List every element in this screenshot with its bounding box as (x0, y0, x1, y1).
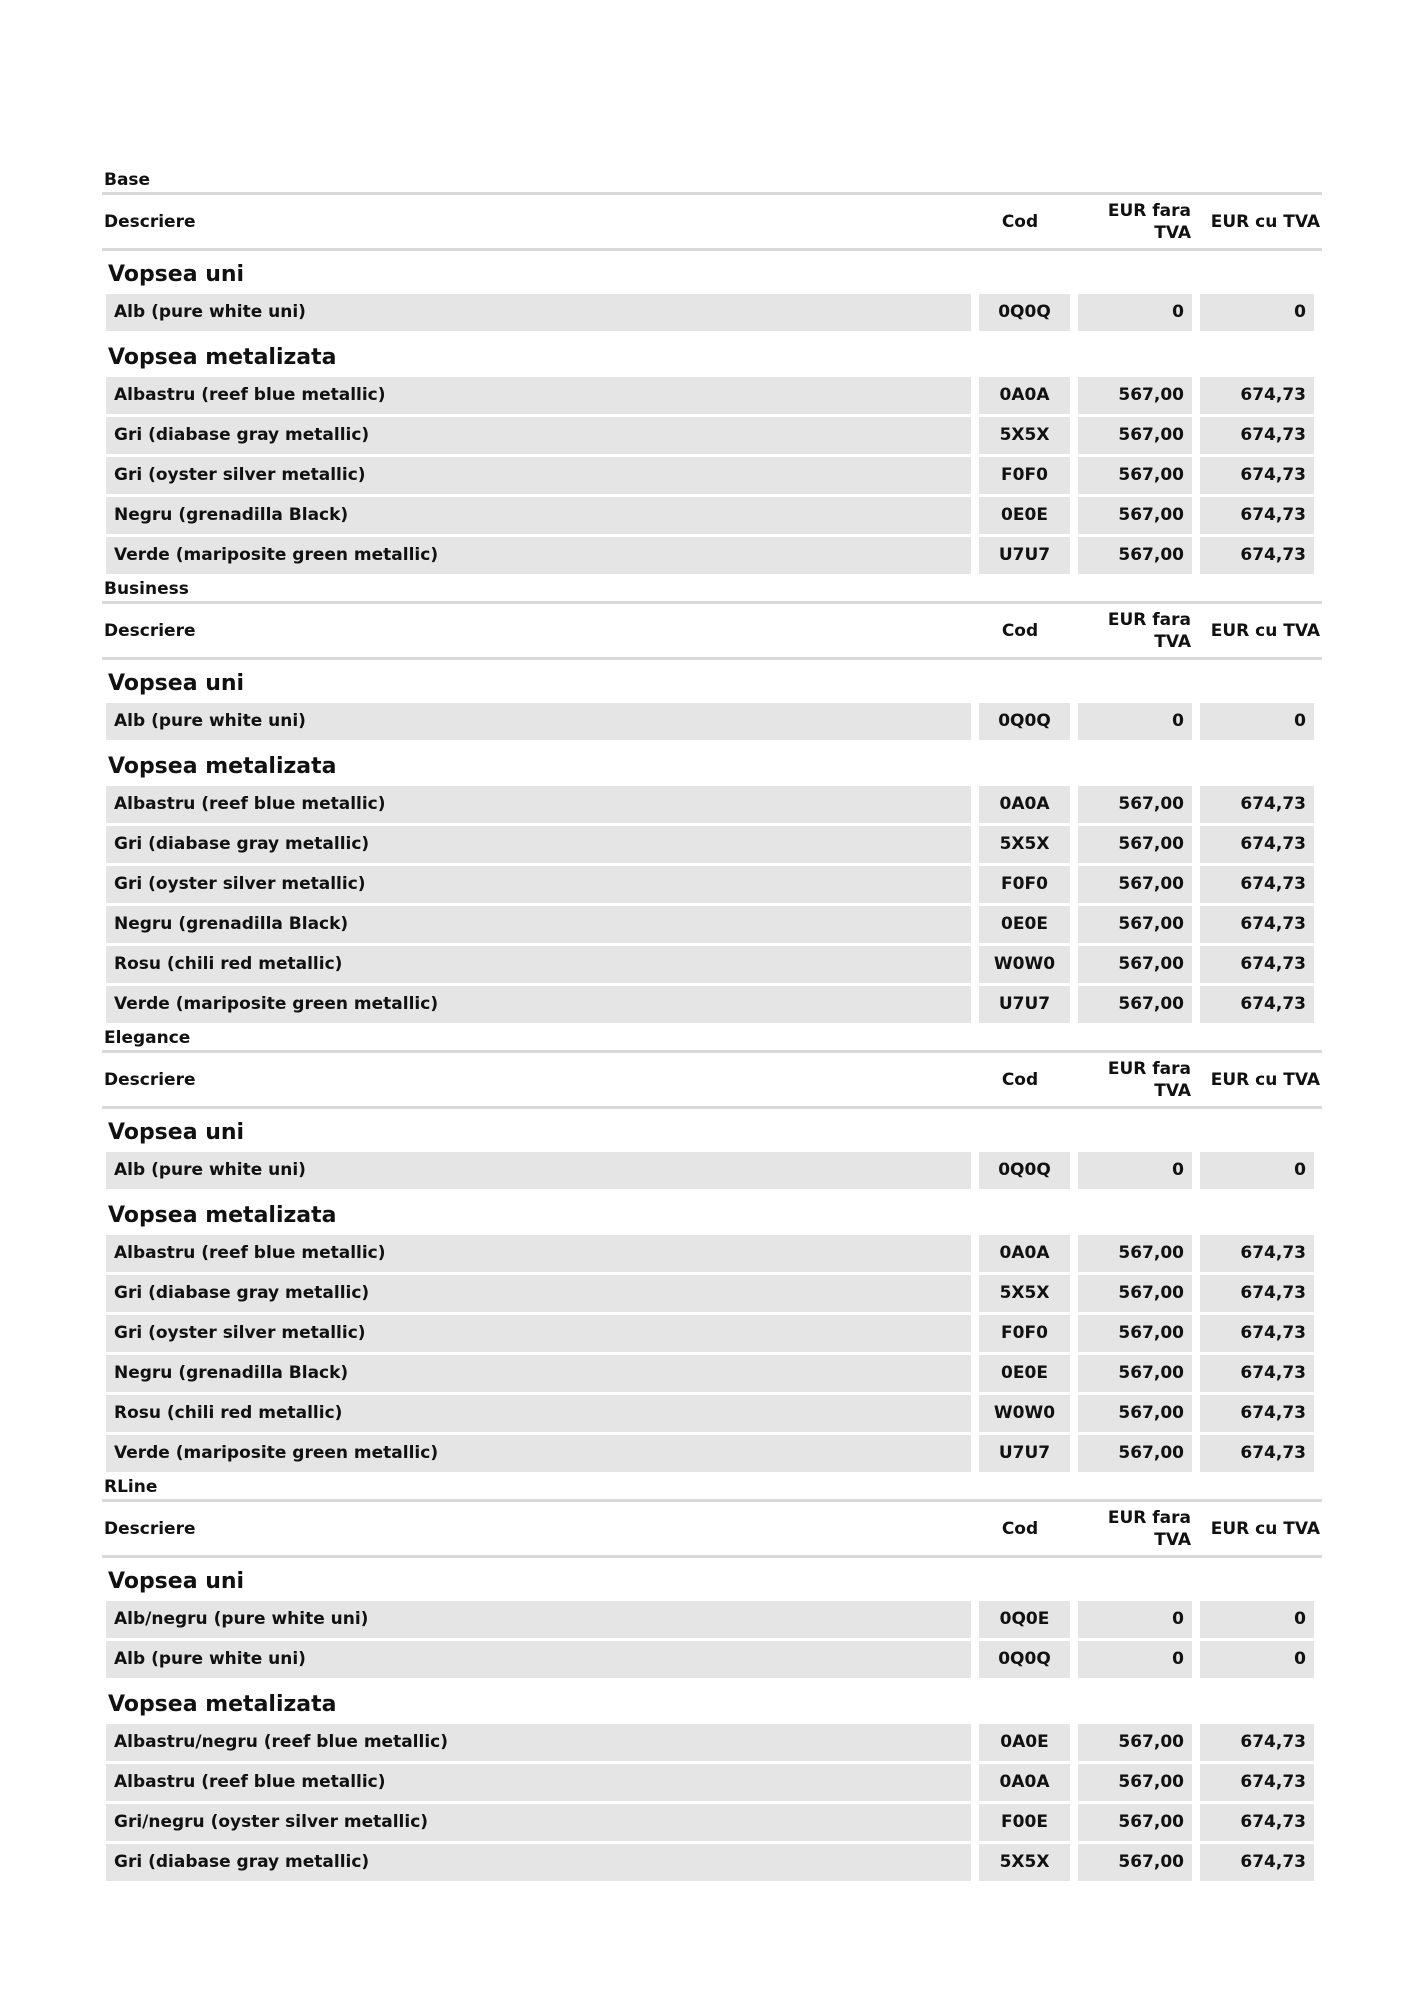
cell-eur-cu-tva: 674,73 (1200, 417, 1314, 454)
paint-category (102, 1681, 1322, 1884)
cell-cod: 0A0E (979, 1724, 1070, 1761)
table-row (102, 703, 1322, 743)
cell-eur-cu-tva: 674,73 (1200, 537, 1314, 574)
category-list (102, 251, 1322, 577)
trim-section (102, 1475, 1322, 1884)
header-descriere: Descriere (104, 1518, 196, 1539)
trim-title: Business (104, 579, 189, 599)
cell-eur-fara-tva: 567,00 (1078, 1235, 1192, 1272)
row-list (102, 1724, 1322, 1884)
cell-cod: U7U7 (979, 986, 1070, 1023)
cell-cod: 0E0E (979, 1355, 1070, 1392)
table-row (102, 986, 1322, 1026)
cell-cod: 5X5X (979, 826, 1070, 863)
cell-eur-fara-tva: 567,00 (1078, 786, 1192, 823)
cell-cod: 0Q0E (979, 1601, 1070, 1638)
cell-cod: 0Q0Q (979, 1152, 1070, 1189)
cell-descriere: Negru (grenadilla Black) (106, 497, 971, 534)
header-eur-cu-tva: EUR cu TVA (1210, 211, 1320, 232)
cell-eur-cu-tva: 0 (1200, 294, 1314, 331)
trim-title: RLine (104, 1477, 158, 1497)
cell-eur-fara-tva: 0 (1078, 1641, 1192, 1678)
cell-eur-fara-tva: 567,00 (1078, 377, 1192, 414)
cell-eur-fara-tva: 567,00 (1078, 1724, 1192, 1761)
table-row (102, 377, 1322, 417)
row-list (102, 1152, 1322, 1192)
cell-eur-cu-tva: 674,73 (1200, 1844, 1314, 1881)
table-row (102, 1275, 1322, 1315)
cell-eur-cu-tva: 674,73 (1200, 1275, 1314, 1312)
paint-category (102, 1558, 1322, 1681)
cell-eur-cu-tva: 674,73 (1200, 866, 1314, 903)
header-eur-fara-tva (1073, 1058, 1201, 1102)
cell-eur-fara-tva: 567,00 (1078, 1804, 1192, 1841)
table-row (102, 786, 1322, 826)
cell-cod: 0Q0Q (979, 703, 1070, 740)
table-header (102, 192, 1322, 251)
cell-cod: U7U7 (979, 537, 1070, 574)
category-title: Vopsea metalizata (108, 754, 337, 779)
table-row (102, 537, 1322, 577)
cell-descriere: Verde (mariposite green metallic) (106, 1435, 971, 1472)
row-list (102, 1235, 1322, 1475)
cell-cod: F00E (979, 1804, 1070, 1841)
cell-eur-fara-tva: 567,00 (1078, 946, 1192, 983)
trim-title: Base (104, 170, 151, 190)
header-eur-fara-tva (1073, 1507, 1201, 1551)
cell-eur-fara-tva: 567,00 (1078, 826, 1192, 863)
cell-cod: 0E0E (979, 906, 1070, 943)
cell-eur-fara-tva: 567,00 (1078, 417, 1192, 454)
category-title: Vopsea metalizata (108, 1692, 337, 1717)
header-eur-cu-tva: EUR cu TVA (1210, 1069, 1320, 1090)
category-list (102, 1109, 1322, 1475)
table-row (102, 1804, 1322, 1844)
cell-eur-cu-tva: 674,73 (1200, 1724, 1314, 1761)
cell-eur-fara-tva: 0 (1078, 1601, 1192, 1638)
cell-eur-fara-tva: 0 (1078, 1152, 1192, 1189)
row-list (102, 377, 1322, 577)
category-title: Vopsea metalizata (108, 1203, 337, 1228)
table-row (102, 1395, 1322, 1435)
cell-eur-cu-tva: 674,73 (1200, 1804, 1314, 1841)
paint-category (102, 334, 1322, 577)
cell-descriere: Alb (pure white uni) (106, 703, 971, 740)
cell-cod: 0E0E (979, 497, 1070, 534)
cell-eur-cu-tva: 674,73 (1200, 1235, 1314, 1272)
cell-cod: F0F0 (979, 457, 1070, 494)
cell-descriere: Negru (grenadilla Black) (106, 1355, 971, 1392)
table-header (102, 601, 1322, 660)
cell-eur-fara-tva: 567,00 (1078, 1275, 1192, 1312)
cell-descriere: Albastru (reef blue metallic) (106, 1764, 971, 1801)
cell-descriere: Alb (pure white uni) (106, 1152, 971, 1189)
table-header (102, 1050, 1322, 1109)
cell-eur-cu-tva: 674,73 (1200, 946, 1314, 983)
cell-descriere: Gri (diabase gray metallic) (106, 417, 971, 454)
category-title: Vopsea uni (108, 1569, 245, 1594)
cell-cod: 0Q0Q (979, 1641, 1070, 1678)
cell-cod: 0A0A (979, 377, 1070, 414)
header-cod: Cod (1001, 620, 1039, 641)
header-descriere: Descriere (104, 211, 196, 232)
header-eur-fara-line2: TVA (1154, 222, 1191, 243)
cell-cod: F0F0 (979, 866, 1070, 903)
cell-descriere: Alb (pure white uni) (106, 1641, 971, 1678)
cell-descriere: Rosu (chili red metallic) (106, 1395, 971, 1432)
cell-cod: U7U7 (979, 1435, 1070, 1472)
header-descriere: Descriere (104, 1069, 196, 1090)
cell-descriere: Alb (pure white uni) (106, 294, 971, 331)
paint-category (102, 743, 1322, 1026)
cell-descriere: Rosu (chili red metallic) (106, 946, 971, 983)
table-row (102, 1641, 1322, 1681)
cell-eur-fara-tva: 567,00 (1078, 1355, 1192, 1392)
cell-eur-cu-tva: 0 (1200, 1152, 1314, 1189)
cell-eur-fara-tva: 567,00 (1078, 866, 1192, 903)
table-row (102, 906, 1322, 946)
cell-descriere: Gri (oyster silver metallic) (106, 457, 971, 494)
table-row (102, 1764, 1322, 1804)
paint-category (102, 660, 1322, 743)
cell-descriere: Alb/negru (pure white uni) (106, 1601, 971, 1638)
cell-eur-cu-tva: 674,73 (1200, 1355, 1314, 1392)
row-list (102, 703, 1322, 743)
header-cod: Cod (1001, 1069, 1039, 1090)
paint-category (102, 251, 1322, 334)
table-row (102, 1601, 1322, 1641)
cell-descriere: Verde (mariposite green metallic) (106, 986, 971, 1023)
cell-descriere: Gri (diabase gray metallic) (106, 1844, 971, 1881)
header-eur-fara-line2: TVA (1154, 1529, 1191, 1550)
trim-section (102, 168, 1322, 577)
cell-cod: F0F0 (979, 1315, 1070, 1352)
table-row (102, 457, 1322, 497)
cell-eur-fara-tva: 567,00 (1078, 537, 1192, 574)
cell-cod: W0W0 (979, 1395, 1070, 1432)
header-eur-fara-line2: TVA (1154, 631, 1191, 652)
cell-descriere: Gri (diabase gray metallic) (106, 826, 971, 863)
table-row (102, 1315, 1322, 1355)
header-eur-cu-tva: EUR cu TVA (1210, 1518, 1320, 1539)
category-list (102, 660, 1322, 1026)
category-list (102, 1558, 1322, 1884)
header-eur-fara-tva (1073, 609, 1201, 653)
cell-eur-fara-tva: 0 (1078, 294, 1192, 331)
cell-eur-fara-tva: 567,00 (1078, 497, 1192, 534)
cell-eur-fara-tva: 567,00 (1078, 1844, 1192, 1881)
cell-eur-fara-tva: 567,00 (1078, 1315, 1192, 1352)
cell-eur-fara-tva: 0 (1078, 703, 1192, 740)
cell-eur-cu-tva: 0 (1200, 703, 1314, 740)
header-cod: Cod (1001, 211, 1039, 232)
table-row (102, 1724, 1322, 1764)
cell-eur-cu-tva: 674,73 (1200, 826, 1314, 863)
row-list (102, 294, 1322, 334)
trim-title: Elegance (104, 1028, 191, 1048)
cell-cod: 5X5X (979, 1275, 1070, 1312)
cell-cod: 5X5X (979, 1844, 1070, 1881)
table-row (102, 294, 1322, 334)
category-title: Vopsea uni (108, 1120, 245, 1145)
table-row (102, 1235, 1322, 1275)
table-row (102, 1844, 1322, 1884)
cell-eur-cu-tva: 674,73 (1200, 986, 1314, 1023)
table-row (102, 866, 1322, 906)
category-title: Vopsea uni (108, 262, 245, 287)
cell-eur-fara-tva: 567,00 (1078, 1435, 1192, 1472)
cell-eur-fara-tva: 567,00 (1078, 1395, 1192, 1432)
cell-cod: W0W0 (979, 946, 1070, 983)
cell-descriere: Albastru/negru (reef blue metallic) (106, 1724, 971, 1761)
table-row (102, 946, 1322, 986)
table-row (102, 1355, 1322, 1395)
header-eur-fara-line1: EUR fara (1107, 1058, 1191, 1079)
price-list-page (102, 168, 1322, 1884)
cell-eur-cu-tva: 0 (1200, 1641, 1314, 1678)
cell-descriere: Gri (diabase gray metallic) (106, 1275, 971, 1312)
table-row (102, 417, 1322, 457)
table-row (102, 826, 1322, 866)
header-eur-fara-line2: TVA (1154, 1080, 1191, 1101)
header-eur-cu-tva: EUR cu TVA (1210, 620, 1320, 641)
cell-eur-cu-tva: 674,73 (1200, 786, 1314, 823)
header-eur-fara-tva (1073, 200, 1201, 244)
cell-eur-cu-tva: 674,73 (1200, 1395, 1314, 1432)
cell-eur-cu-tva: 674,73 (1200, 1764, 1314, 1801)
header-descriere: Descriere (104, 620, 196, 641)
cell-descriere: Negru (grenadilla Black) (106, 906, 971, 943)
header-eur-fara-line1: EUR fara (1107, 609, 1191, 630)
header-cod: Cod (1001, 1518, 1039, 1539)
category-title: Vopsea metalizata (108, 345, 337, 370)
table-row (102, 497, 1322, 537)
cell-descriere: Gri/negru (oyster silver metallic) (106, 1804, 971, 1841)
table-header (102, 1499, 1322, 1558)
cell-descriere: Verde (mariposite green metallic) (106, 537, 971, 574)
row-list (102, 1601, 1322, 1681)
cell-descriere: Albastru (reef blue metallic) (106, 1235, 971, 1272)
cell-eur-cu-tva: 674,73 (1200, 497, 1314, 534)
cell-cod: 0A0A (979, 786, 1070, 823)
header-eur-fara-line1: EUR fara (1107, 200, 1191, 221)
cell-eur-fara-tva: 567,00 (1078, 906, 1192, 943)
cell-descriere: Albastru (reef blue metallic) (106, 377, 971, 414)
paint-category (102, 1192, 1322, 1475)
cell-descriere: Albastru (reef blue metallic) (106, 786, 971, 823)
cell-eur-cu-tva: 674,73 (1200, 377, 1314, 414)
cell-eur-fara-tva: 567,00 (1078, 986, 1192, 1023)
cell-eur-fara-tva: 567,00 (1078, 1764, 1192, 1801)
table-row (102, 1152, 1322, 1192)
cell-descriere: Gri (oyster silver metallic) (106, 1315, 971, 1352)
table-row (102, 1435, 1322, 1475)
cell-eur-cu-tva: 674,73 (1200, 906, 1314, 943)
cell-eur-cu-tva: 674,73 (1200, 1315, 1314, 1352)
cell-eur-cu-tva: 674,73 (1200, 1435, 1314, 1472)
cell-eur-cu-tva: 674,73 (1200, 457, 1314, 494)
trim-section (102, 1026, 1322, 1475)
paint-category (102, 1109, 1322, 1192)
cell-cod: 5X5X (979, 417, 1070, 454)
cell-eur-cu-tva: 0 (1200, 1601, 1314, 1638)
cell-descriere: Gri (oyster silver metallic) (106, 866, 971, 903)
header-eur-fara-line1: EUR fara (1107, 1507, 1191, 1528)
cell-eur-fara-tva: 567,00 (1078, 457, 1192, 494)
cell-cod: 0A0A (979, 1235, 1070, 1272)
category-title: Vopsea uni (108, 671, 245, 696)
cell-cod: 0Q0Q (979, 294, 1070, 331)
cell-cod: 0A0A (979, 1764, 1070, 1801)
trim-section (102, 577, 1322, 1026)
row-list (102, 786, 1322, 1026)
